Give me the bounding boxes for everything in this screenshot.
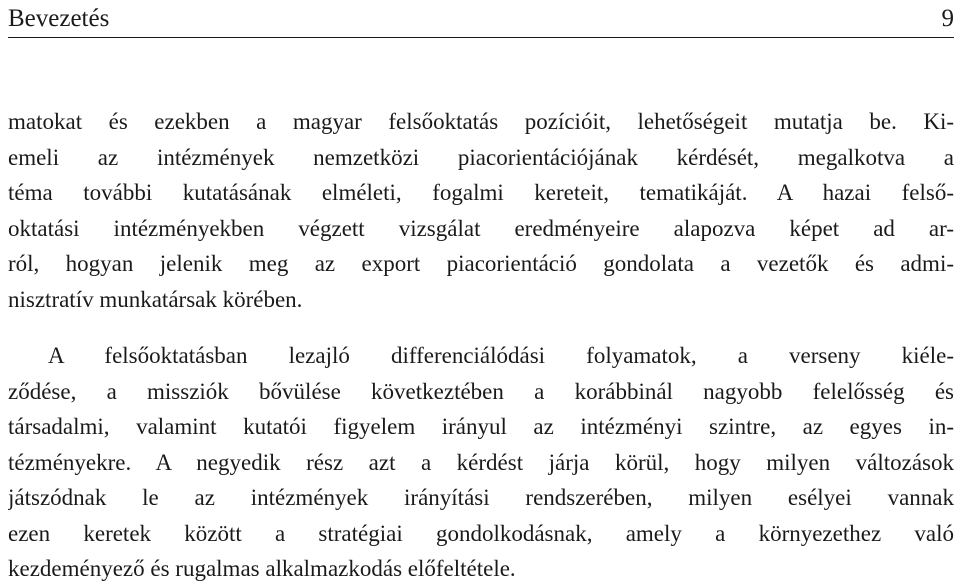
text-line: kezdeményező és rugalmas alkalmazkodás előfeltétele. xyxy=(8,556,516,581)
text-line: emeli az intézmények nemzetközi piacorientációjának kérdését, megalkotva a xyxy=(8,144,954,170)
text-line: oktatási intézményekben végzett vizsgálat eredményeire alapozva képet ad ar- xyxy=(8,215,954,241)
text-line: ezen keretek között a stratégiai gondolkodásnak, amely a környezethez való xyxy=(8,520,954,546)
text-line: ződése, a missziók bővülése következtében a korábbinál nagyobb felelősség és xyxy=(8,378,954,404)
text-line: társadalmi, valamint kutatói figyelem irányul az intézményi szintre, az egyes in- xyxy=(8,414,954,439)
text-line: játszódnak le az intézmények irányítási rendszerében, milyen esélyei vannak xyxy=(8,485,954,510)
chapter-title: Bevezetés xyxy=(8,5,110,32)
paragraph-2 xyxy=(8,338,954,587)
text-line: téma további kutatásának elméleti, fogalmi kereteit, tematikáját. A hazai felső- xyxy=(8,180,954,205)
page-number: 9 xyxy=(941,5,954,32)
header-divider xyxy=(8,37,954,38)
paragraph-1 xyxy=(8,104,954,317)
text-line: matokat és ezekben a magyar felsőoktatás pozícióit, lehetőségeit mutatja be. Ki- xyxy=(8,109,954,134)
body-text xyxy=(8,104,954,587)
running-header xyxy=(8,0,954,38)
text-line: ról, hogyan jelenik meg az export piacorientáció gondolata a vezetők és admi- xyxy=(8,251,954,276)
text-line: A felsőoktatásban lezajló differenciálódási folyamatok, a verseny kiéle- xyxy=(48,343,954,368)
paragraph-gap xyxy=(8,317,954,338)
text-line: nisztratív munkatársak körében. xyxy=(8,286,303,312)
text-line: tézményekre. A negyedik rész azt a kérdést járja körül, hogy milyen változások xyxy=(8,449,954,475)
